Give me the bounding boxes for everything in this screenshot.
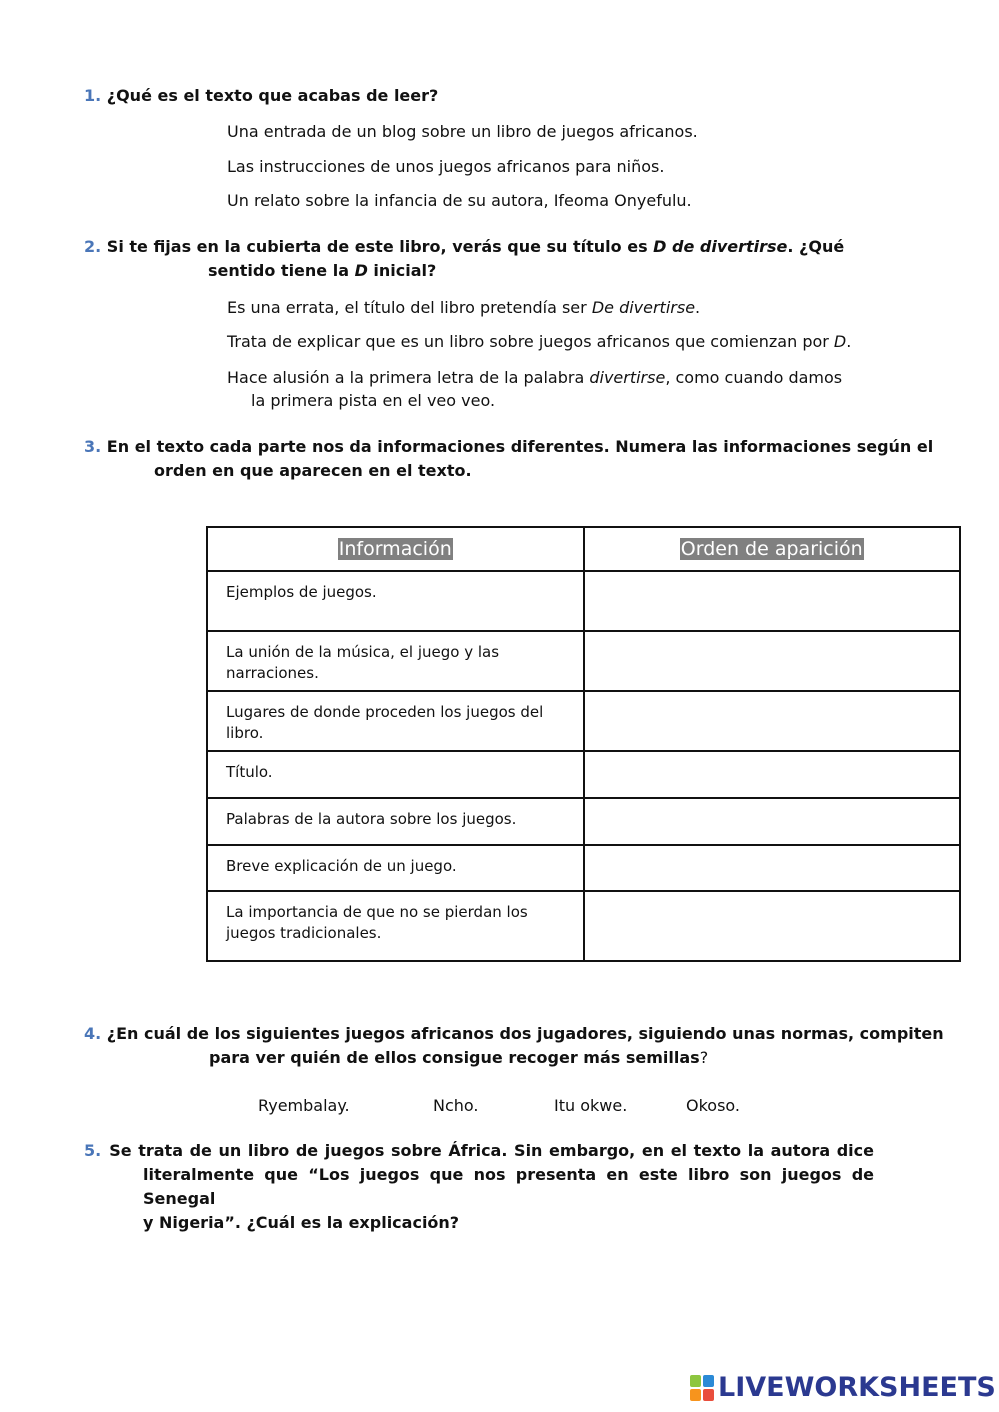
question-text: Se trata de un libro de juegos sobre África. Sin embargo, en el texto la autora dice (109, 1141, 874, 1160)
question-text-line2 (84, 1046, 944, 1070)
option-text: . (695, 298, 701, 317)
option-text: Hace alusión a la primera letra de la palabra (227, 368, 590, 387)
question-number: 4. (84, 1024, 102, 1043)
row-label: La unión de la música, el juego y las narraciones. (207, 631, 584, 691)
table-row (207, 891, 960, 961)
game-option-ryembalay[interactable]: Ryembalay. (258, 1096, 350, 1115)
game-option-okoso[interactable]: Okoso. (686, 1096, 741, 1115)
header-order (584, 527, 961, 571)
q2-option-2[interactable] (227, 331, 851, 353)
table-row (207, 631, 960, 691)
question-text-line2 (84, 259, 844, 283)
letter-d: D (354, 261, 368, 280)
header-label: Orden de aparición (680, 538, 863, 560)
row-label: La importancia de que no se pierdan los juegos tradicionales. (207, 891, 584, 961)
order-answer-cell[interactable] (584, 631, 961, 691)
question-text: Si te fijas en la cubierta de este libro, verás que su título es (106, 237, 654, 256)
question-line1 (84, 1139, 874, 1163)
question-5 (84, 1139, 874, 1235)
question-2 (84, 235, 844, 283)
logo-square-blue (703, 1375, 714, 1387)
game-option-ncho[interactable]: Ncho. (433, 1096, 479, 1115)
table-row (207, 798, 960, 845)
game-option-itu-okwe[interactable]: Itu okwe. (554, 1096, 628, 1115)
header-information (207, 527, 584, 571)
order-answer-cell[interactable] (584, 571, 961, 631)
question-text-line3: y Nigeria”. ¿Cuál es la explicación? (143, 1213, 460, 1232)
order-answer-cell[interactable] (584, 691, 961, 751)
question-number: 5. (84, 1141, 102, 1160)
logo-square-green (690, 1375, 701, 1387)
row-label: Ejemplos de juegos. (207, 571, 584, 631)
logo-icon (690, 1375, 714, 1401)
question-text: ¿Qué es el texto que acabas de leer? (106, 86, 439, 105)
logo-text: LIVEWORKSHEETS (718, 1372, 996, 1403)
question-mark: ? (699, 1048, 709, 1067)
header-label: Información (338, 538, 452, 560)
order-answer-cell[interactable] (584, 845, 961, 891)
question-text: En el texto cada parte nos da informaciones diferentes. Numera las informaciones según el (106, 437, 934, 456)
row-label: Título. (207, 751, 584, 798)
question-text: para ver quién de ellos consigue recoger más semillas (209, 1048, 700, 1067)
row-label: Lugares de donde proceden los juegos del libro. (207, 691, 584, 751)
order-answer-cell[interactable] (584, 751, 961, 798)
row-label: Palabras de la autora sobre los juegos. (207, 798, 584, 845)
question-number: 3. (84, 437, 102, 456)
q1-option-3[interactable]: Un relato sobre la infancia de su autora, Ifeoma Onyefulu. (227, 191, 692, 210)
table-row (207, 751, 960, 798)
q1-option-1[interactable]: Una entrada de un blog sobre un libro de juegos africanos. (227, 122, 698, 141)
question-text-line2: literalmente que “Los juegos que nos presenta en este libro son juegos de Senegal (143, 1165, 874, 1208)
order-answer-cell[interactable] (584, 891, 961, 961)
question-4 (84, 1022, 944, 1070)
q2-option-1[interactable] (227, 297, 700, 319)
table-header-row (207, 527, 960, 571)
question-text: sentido tiene la (208, 261, 355, 280)
logo-square-red (703, 1389, 714, 1401)
question-3 (84, 435, 933, 483)
option-text-line2: la primera pista en el veo veo. (251, 391, 496, 410)
logo-square-orange (690, 1389, 701, 1401)
option-italic: De divertirse (591, 298, 696, 317)
table-row (207, 691, 960, 751)
question-text: ¿En cuál de los siguientes juegos africanos dos jugadores, siguiendo unas normas, compiten (106, 1024, 944, 1043)
option-text: Trata de explicar que es un libro sobre juegos africanos que comienzan por (227, 332, 834, 351)
q2-option-3[interactable] (227, 367, 842, 412)
question-number: 2. (84, 237, 102, 256)
q1-option-2[interactable]: Las instrucciones de unos juegos africanos para niños. (227, 157, 665, 176)
book-title: D de divertirse (653, 237, 788, 256)
question-text: inicial? (367, 261, 437, 280)
option-text: Es una errata, el título del libro pretendía ser (227, 298, 592, 317)
question-text: . ¿Qué (787, 237, 845, 256)
option-italic: divertirse (589, 368, 666, 387)
question-number: 1. (84, 86, 102, 105)
order-answer-cell[interactable] (584, 798, 961, 845)
information-table (206, 526, 961, 962)
option-italic: D (833, 332, 847, 351)
option-text: , como cuando damos (665, 368, 843, 387)
question-text-line2: orden en que aparecen en el texto. (154, 461, 472, 480)
option-text: . (846, 332, 852, 351)
row-label: Breve explicación de un juego. (207, 845, 584, 891)
table-row (207, 845, 960, 891)
table-row (207, 571, 960, 631)
question-1 (84, 84, 438, 108)
liveworksheets-logo (690, 1372, 996, 1403)
